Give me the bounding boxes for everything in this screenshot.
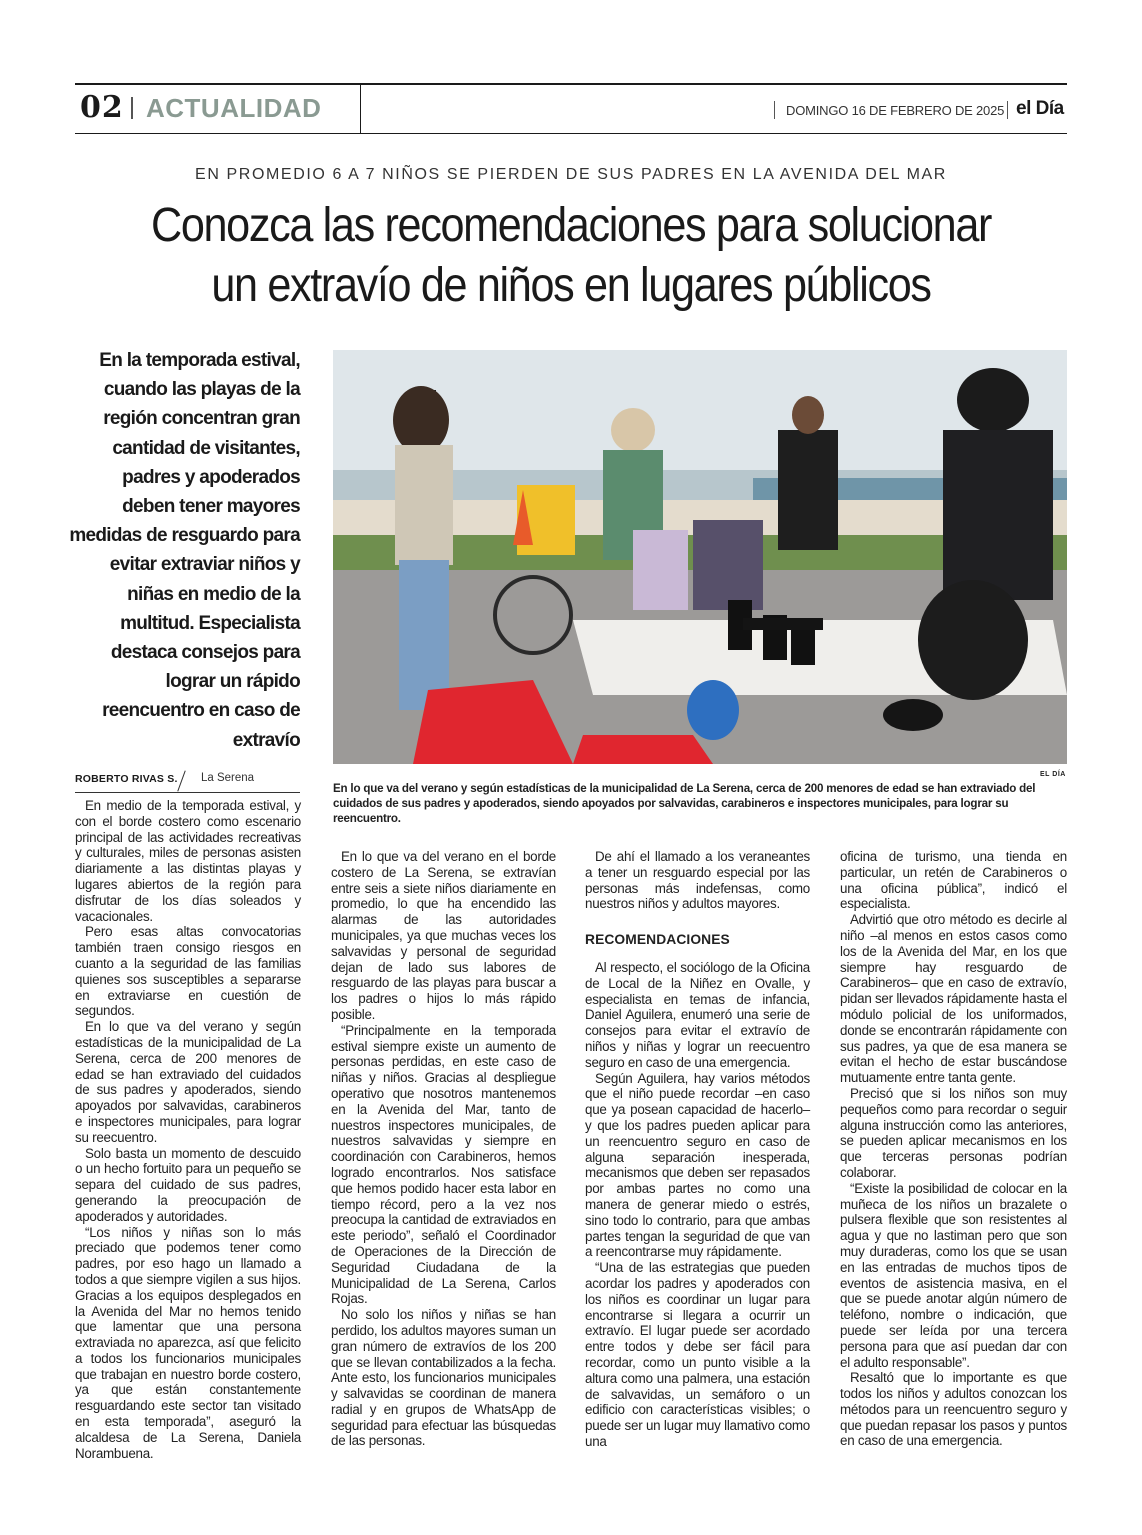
- byline-separator: [177, 770, 185, 791]
- body-column-4: [840, 849, 1067, 1449]
- headline: [93, 196, 1049, 316]
- article-photo: [333, 350, 1067, 764]
- headline-line: Conozca las recomendaciones para solucionar: [150, 199, 992, 252]
- body-column-1: [75, 798, 301, 1461]
- body-paragraph: No solo los niños y niñas se han perdido, los adultos mayores suman un gran número de extravíos de los 200 que se llevan contabilizados a la fecha. Ante esto, los funcionarios municipales y salvavidas se coordinan de manera radial y en grupos de WhatsApp de seguridad para efectuar las búsquedas de las personas.: [331, 1307, 556, 1449]
- section-label: ACTUALIDAD: [146, 93, 322, 123]
- body-paragraph: “Existe la posibilidad de colocar en la muñeca de los niños un brazalete o pulsera flexible que son resistentes al agua y que no lastiman pero que son muy duraderas, como los que se usan en las entradas de muchos tipos de eventos de asistencia masiva, en el que se puede anotar algún número de teléfono, nombre o indicación, que puede ser leída por una tercera persona para que así puedan dar con el adulto responsable”.: [840, 1180, 1067, 1370]
- issue-date: DOMINGO 16 DE FEBRERO DE 2025: [786, 103, 1005, 118]
- body-paragraph: Advirtió que otro método es decirle al niño –al menos en estos casos como los de la Avenida del Mar, en los que siempre hay resguardo de Carabineros– que en caso de extravío, pidan ser llevados rápidamente hasta el módulo policial de los uniformados, donde se encontrarán rápidamente con sus padres, ya que de esa manera se evitan el hecho de estar buscándose mutuamente entre tanta gente.: [840, 912, 1067, 1086]
- body-paragraph: En lo que va del verano en el borde costero de La Serena, se extravían entre seis a siete niños diariamente en promedio, lo que ha encendido las alarmas de las autoridades municipales, ya que muchas veces los salvavidas y personal de seguridad dejan de lado sus labores de resguardo de las playas para buscar a los padres o hijos lo más rápido posible.: [331, 849, 556, 1022]
- byline-place: La Serena: [201, 772, 255, 784]
- body-column-3: [585, 849, 810, 1450]
- header-top-rule: [75, 83, 1067, 85]
- body-paragraph: “Los niños y niñas son lo más preciado que podemos tener como padres, por eso hago un llamado a todos a que siempre vigilen a sus hijos. Gracias a los equipos desplegados en la Avenida del Mar no hemos tenido que lamentar que una persona extraviada no aparezca, así que felicito a todos los funcionarios municipales que trabajan en nuestro borde costero, ya que están constantemente resguardando este sector tan visitado en esta temporada”, aseguró la alcaldesa de La Serena, Daniela Norambuena.: [75, 1224, 301, 1461]
- body-paragraph: De ahí el llamado a los veraneantes a tener un resguardo especial por las personas más indefensas, como nuestros niños y adultos mayores.: [585, 849, 810, 912]
- newspaper-brand: el Día: [1016, 98, 1064, 119]
- header-vertical-rule: [360, 84, 361, 134]
- header-bottom-rule: [75, 133, 1067, 134]
- body-paragraph: En medio de la temporada estival, y con el borde costero como escenario principal de las actividades recreativas y culturales, miles de personas asisten diariamente a las distintas playas y lugares abiertos de la región para disfrutar de los días soleados y vacacionales.: [75, 798, 301, 924]
- page-number: 02: [80, 90, 124, 125]
- body-paragraph: Solo basta un momento de descuido o un hecho fortuito para un pequeño se separa del cuidado de sus padres, generando la preocupación de apoderados y autoridades.: [75, 1145, 301, 1224]
- byline-rule: [75, 792, 300, 793]
- header-divider: [1007, 101, 1008, 119]
- body-paragraph: Pero esas altas convocatorias también traen consigo riesgos en cuanto a la seguridad de las familias quienes sos susceptibles a separarse en extraviarse en cuestión de segundos.: [75, 924, 301, 1019]
- body-column-2: [331, 849, 556, 1449]
- body-paragraph: En lo que va del verano y según estadísticas de la municipalidad de La Serena, cerca de 200 menores de edad se han extraviado del cuidados de sus padres y apoderados, siendo apoyados por salvavidas, carabineros e inspectores municipales, para lograr su reecuentro.: [75, 1019, 301, 1145]
- body-paragraph: “Principalmente en la temporada estival siempre existe un aumento de personas perdidas, en este caso de niñas y niños. Gracias al despliegue operativo que nosotros mantenemos en la Avenida del Mar, tanto de nuestros inspectores municipales, de nuestros salvavidas y siempre en coordinación con Carabineros, hemos logrado encontrarlos. Nos satisface que hemos podido hacer esta labor en tiempo récord, pero a la vez nos preocupa la cantidad de extraviados en este periodo”, señaló el Coordinador de Operaciones de la Dirección de Seguridad Ciudadana de la Municipalidad de La Serena, Carlos Rojas.: [331, 1022, 556, 1307]
- body-paragraph: “Una de las estrategias que pueden acordar los padres y apoderados con los niños es coordinar un lugar para encontrarse si llegara a ocurrir un extravío. El lugar puede ser acordado entre todos y debe ser fácil para recordar, como un punto visible a la altura como una palmera, una estación de salvavidas, un semáforo o un edificio con características visibles; o puede ser un lugar muy llamativo como una: [585, 1260, 810, 1449]
- body-paragraph: Según Aguilera, hay varios métodos que el niño puede recordar –en caso que ya posean capacidad de hacerlo– y que los padres pueden aplicar para un reencuentro seguro en caso de alguna separación inesperada, mecanismos que deben ser repasados por ambas partes no como una manera de generar miedo o estrés, sino todo lo contrario, para que ambas partes tengan la seguridad de que van a reencontrarse muy rápidamente.: [585, 1070, 810, 1260]
- photo-caption: En lo que va del verano y según estadísticas de la municipalidad de La Serena, cerca de 200 menores de edad se han extraviado del cuidados de sus padres y apoderados, siendo apoyados por salvavidas, carabineros e inspectores municipales, para lograr su reencuentro.: [333, 782, 1036, 825]
- body-paragraph: oficina de turismo, una tienda en particular, un retén de Carabineros o una oficina pública”, indicó el especialista.: [840, 849, 1067, 912]
- header-divider: [774, 101, 775, 119]
- body-paragraph: Resaltó que lo importante es que todos los niños y adultos conozcan los métodos para un reencuentro seguro y que puedan repasar los pasos y puntos en caso de una emergencia.: [840, 1370, 1067, 1449]
- headline-line: un extravío de niños en lugares públicos: [211, 259, 931, 312]
- header-divider: [131, 97, 133, 119]
- body-paragraph: Al respecto, el sociólogo de la Oficina de Local de la Niñez en Ovalle, y especialista en temas de infancia, Daniel Aguilera, enumeró una serie de consejos para evitar el extravío de niños y niñas y lograr un reecuentro seguro en caso de una emergencia.: [585, 959, 810, 1070]
- body-paragraph: Precisó que si los niños son muy pequeños como para recordar o seguir alguna instrucción como las anteriores, se pueden aplicar mecanismos en los que terceras personas podrían colaborar.: [840, 1085, 1067, 1180]
- subheading: RECOMENDACIONES: [585, 932, 730, 948]
- kicker: EN PROMEDIO 6 A 7 NIÑOS SE PIERDEN DE SUS PADRES EN LA AVENIDA DEL MAR: [195, 166, 947, 183]
- lead-paragraph: En la temporada estival, cuando las playas de la región concentran gran cantidad de visitantes, padres y apoderados deben tener mayores medidas de resguardo para evitar extraviar niños y niñas en medio de la multitud. Especialista destaca consejos para lograr un rápido reencuentro en caso de extravío: [69, 350, 300, 751]
- photo-credit: EL DÍA: [1040, 771, 1066, 778]
- byline-author: ROBERTO RIVAS S.: [75, 773, 178, 785]
